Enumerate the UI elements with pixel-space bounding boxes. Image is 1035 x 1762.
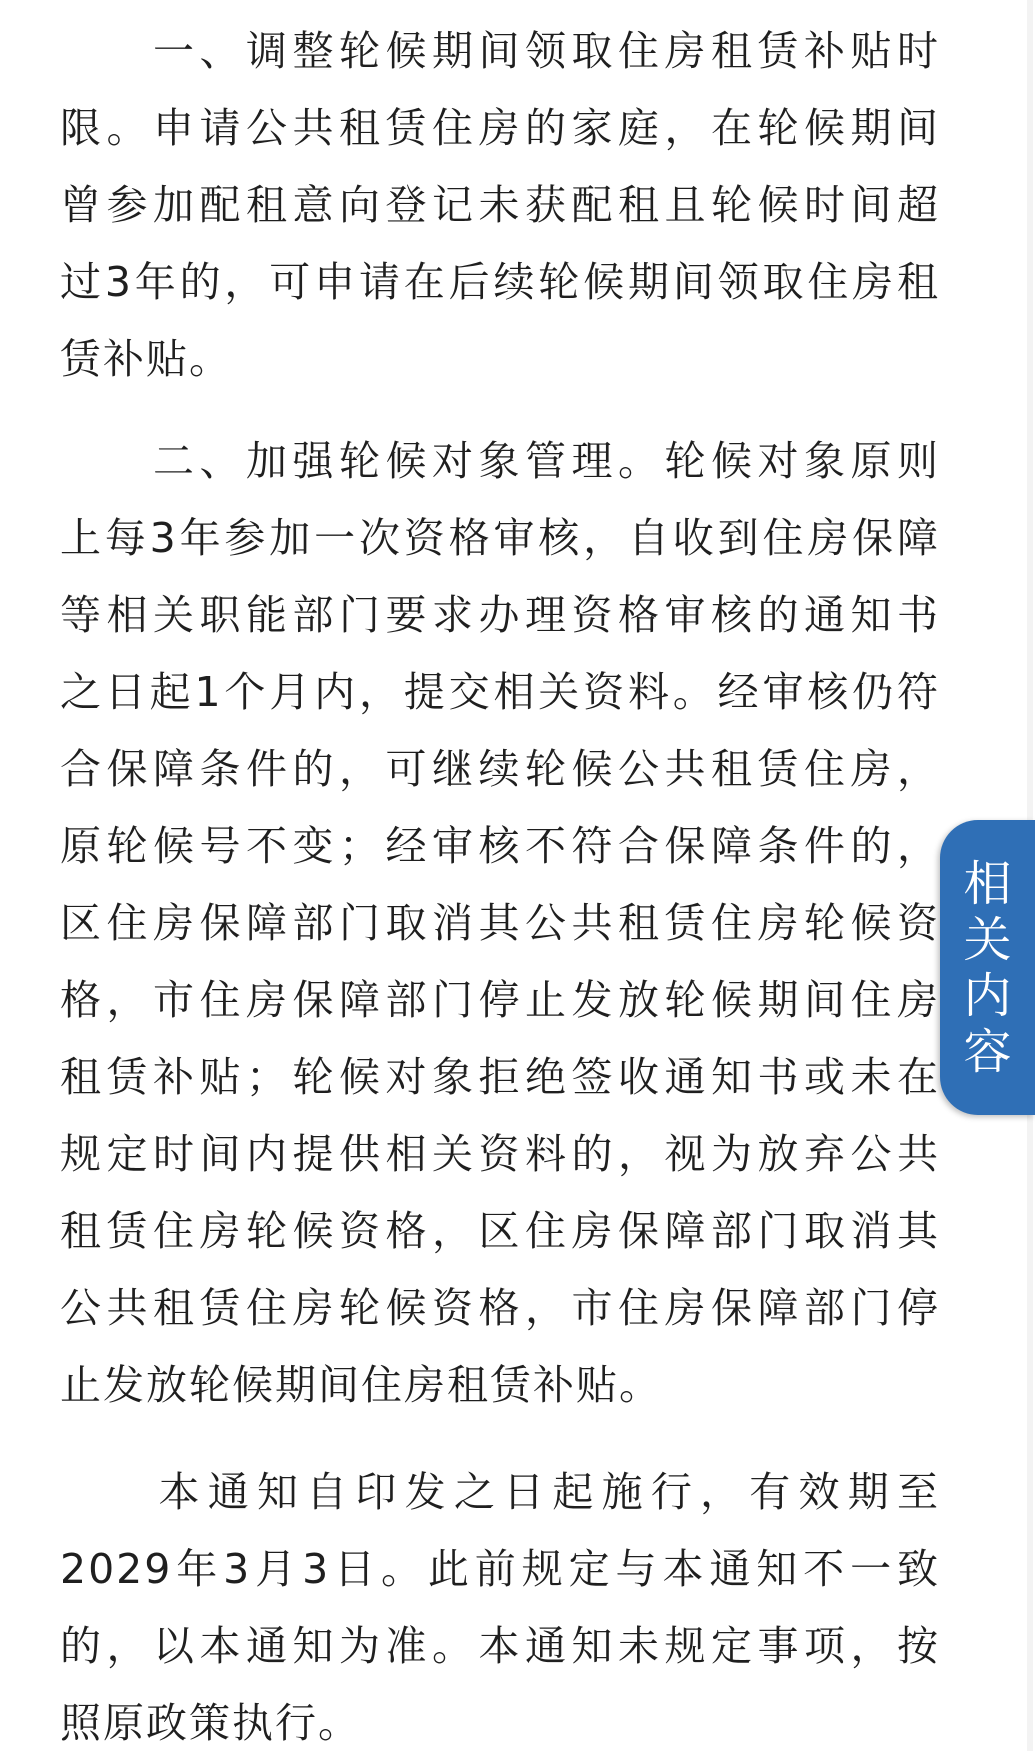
text-line: 一、调整轮候期间领取住房租赁补贴时: [60, 27, 940, 75]
text-line: 本通知自印发之日起施行，有效期至: [60, 1468, 940, 1516]
text-line: 2029年3月3日。此前规定与本通知不一致: [60, 1545, 940, 1593]
paragraph-1: [60, 13, 940, 398]
related-content-label: 相关内容: [963, 855, 1012, 1080]
text-line: 止发放轮候期间住房租赁补贴。: [60, 1361, 662, 1409]
text-line: 区住房保障部门取消其公共租赁住房轮候资: [60, 899, 940, 947]
text-line: 曾参加配租意向登记未获配租且轮候时间超: [60, 181, 940, 229]
text-line: 租赁住房轮候资格，区住房保障部门取消其: [60, 1207, 940, 1255]
text-line: 原轮候号不变；经审核不符合保障条件的，: [60, 822, 940, 870]
text-line: 规定时间内提供相关资料的，视为放弃公共: [60, 1130, 940, 1178]
text-line: 赁补贴。: [60, 335, 232, 383]
text-line: 上每3年参加一次资格审核，自收到住房保障: [60, 514, 940, 562]
paragraph-3: [60, 1454, 940, 1762]
text-line: 照原政策执行。: [60, 1699, 361, 1747]
text-line: 等相关职能部门要求办理资格审核的通知书: [60, 591, 940, 639]
text-line: 之日起1个月内，提交相关资料。经审核仍符: [60, 668, 940, 716]
text-line: 限。申请公共租赁住房的家庭，在轮候期间: [60, 104, 940, 152]
text-line: 合保障条件的，可继续轮候公共租赁住房，: [60, 745, 940, 793]
text-line: 格，市住房保障部门停止发放轮候期间住房: [60, 976, 940, 1024]
text-line: 二、加强轮候对象管理。轮候对象原则: [60, 437, 940, 485]
related-content-button[interactable]: [940, 820, 1035, 1115]
text-line: 的，以本通知为准。本通知未规定事项，按: [60, 1622, 940, 1670]
paragraph-2: [60, 423, 940, 1424]
text-line: 过3年的，可申请在后续轮候期间领取住房租: [60, 258, 940, 306]
text-line: 公共租赁住房轮候资格，市住房保障部门停: [60, 1284, 940, 1332]
text-line: 租赁补贴；轮候对象拒绝签收通知书或未在: [60, 1053, 940, 1101]
